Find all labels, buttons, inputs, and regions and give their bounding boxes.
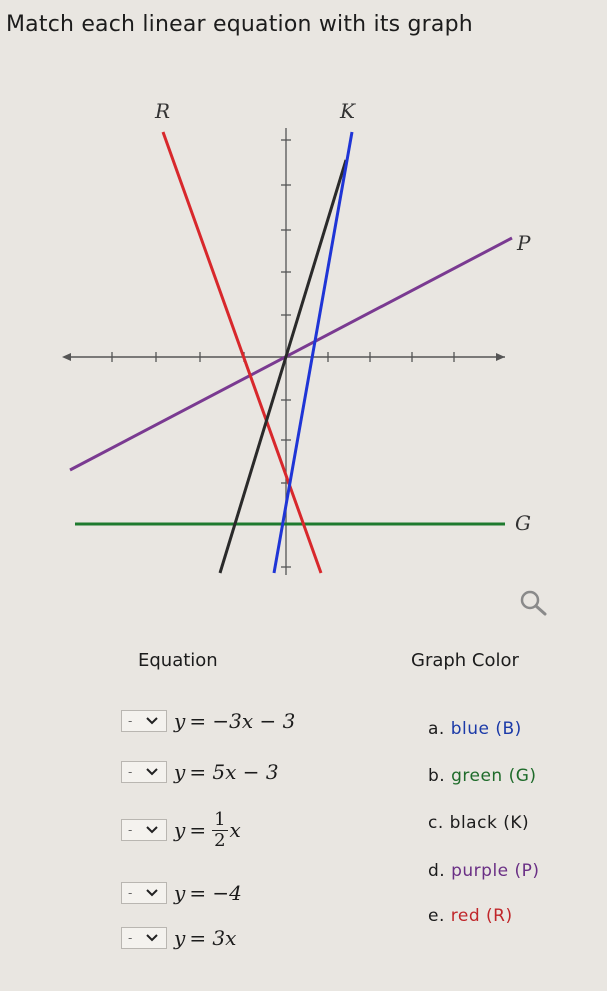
label-r: R xyxy=(155,99,171,123)
equation-text: y = 5x − 3 xyxy=(174,760,279,784)
page-title: Match each linear equation with its graph xyxy=(6,12,473,37)
equation-header: Equation xyxy=(138,650,218,671)
equation-text: y = −3x − 3 xyxy=(174,709,296,733)
option-c: c. black (K) xyxy=(428,813,530,833)
dropdown-value: - xyxy=(128,931,133,945)
option-b: b. green (G) xyxy=(428,766,537,786)
dropdown-value: - xyxy=(128,765,133,779)
dropdown-value: - xyxy=(128,886,133,900)
answer-dropdown-3[interactable] xyxy=(121,819,167,841)
equation-text: y = $\frac{1}{2}$ x xyxy=(174,808,241,851)
dropdown-value: - xyxy=(128,714,133,728)
chevron-down-icon xyxy=(146,889,158,897)
label-k: K xyxy=(340,99,355,123)
equation-text: y = 3x xyxy=(174,926,237,950)
zoom-icon[interactable] xyxy=(518,588,550,618)
answer-dropdown-1[interactable] xyxy=(121,710,167,732)
answer-dropdown-4[interactable] xyxy=(121,882,167,904)
equation-row-3 xyxy=(121,808,241,851)
x-axis-arrow-left xyxy=(62,353,71,361)
fraction: $\frac{1}{2}$ xyxy=(214,808,226,851)
chevron-down-icon xyxy=(146,768,158,776)
chevron-down-icon xyxy=(146,934,158,942)
equation-row-5 xyxy=(121,926,236,950)
equation-text: y = −4 xyxy=(174,881,242,905)
equation-row-2 xyxy=(121,760,279,784)
option-e: e. red (R) xyxy=(428,906,513,926)
purple-line xyxy=(70,238,512,470)
dropdown-value: - xyxy=(128,823,133,837)
red-line xyxy=(163,132,321,573)
chevron-down-icon xyxy=(146,717,158,725)
answer-dropdown-2[interactable] xyxy=(121,761,167,783)
x-axis-arrow-right xyxy=(496,353,505,361)
equation-row-4 xyxy=(121,881,242,905)
chevron-down-icon xyxy=(146,826,158,834)
black-line xyxy=(220,160,346,573)
option-a: a. blue (B) xyxy=(428,719,522,739)
graph-color-header: Graph Color xyxy=(411,650,519,671)
answer-dropdown-5[interactable] xyxy=(121,927,167,949)
label-p: P xyxy=(517,231,531,255)
option-d: d. purple (P) xyxy=(428,861,540,881)
label-g: G xyxy=(515,511,531,535)
equation-row-1 xyxy=(121,709,295,733)
